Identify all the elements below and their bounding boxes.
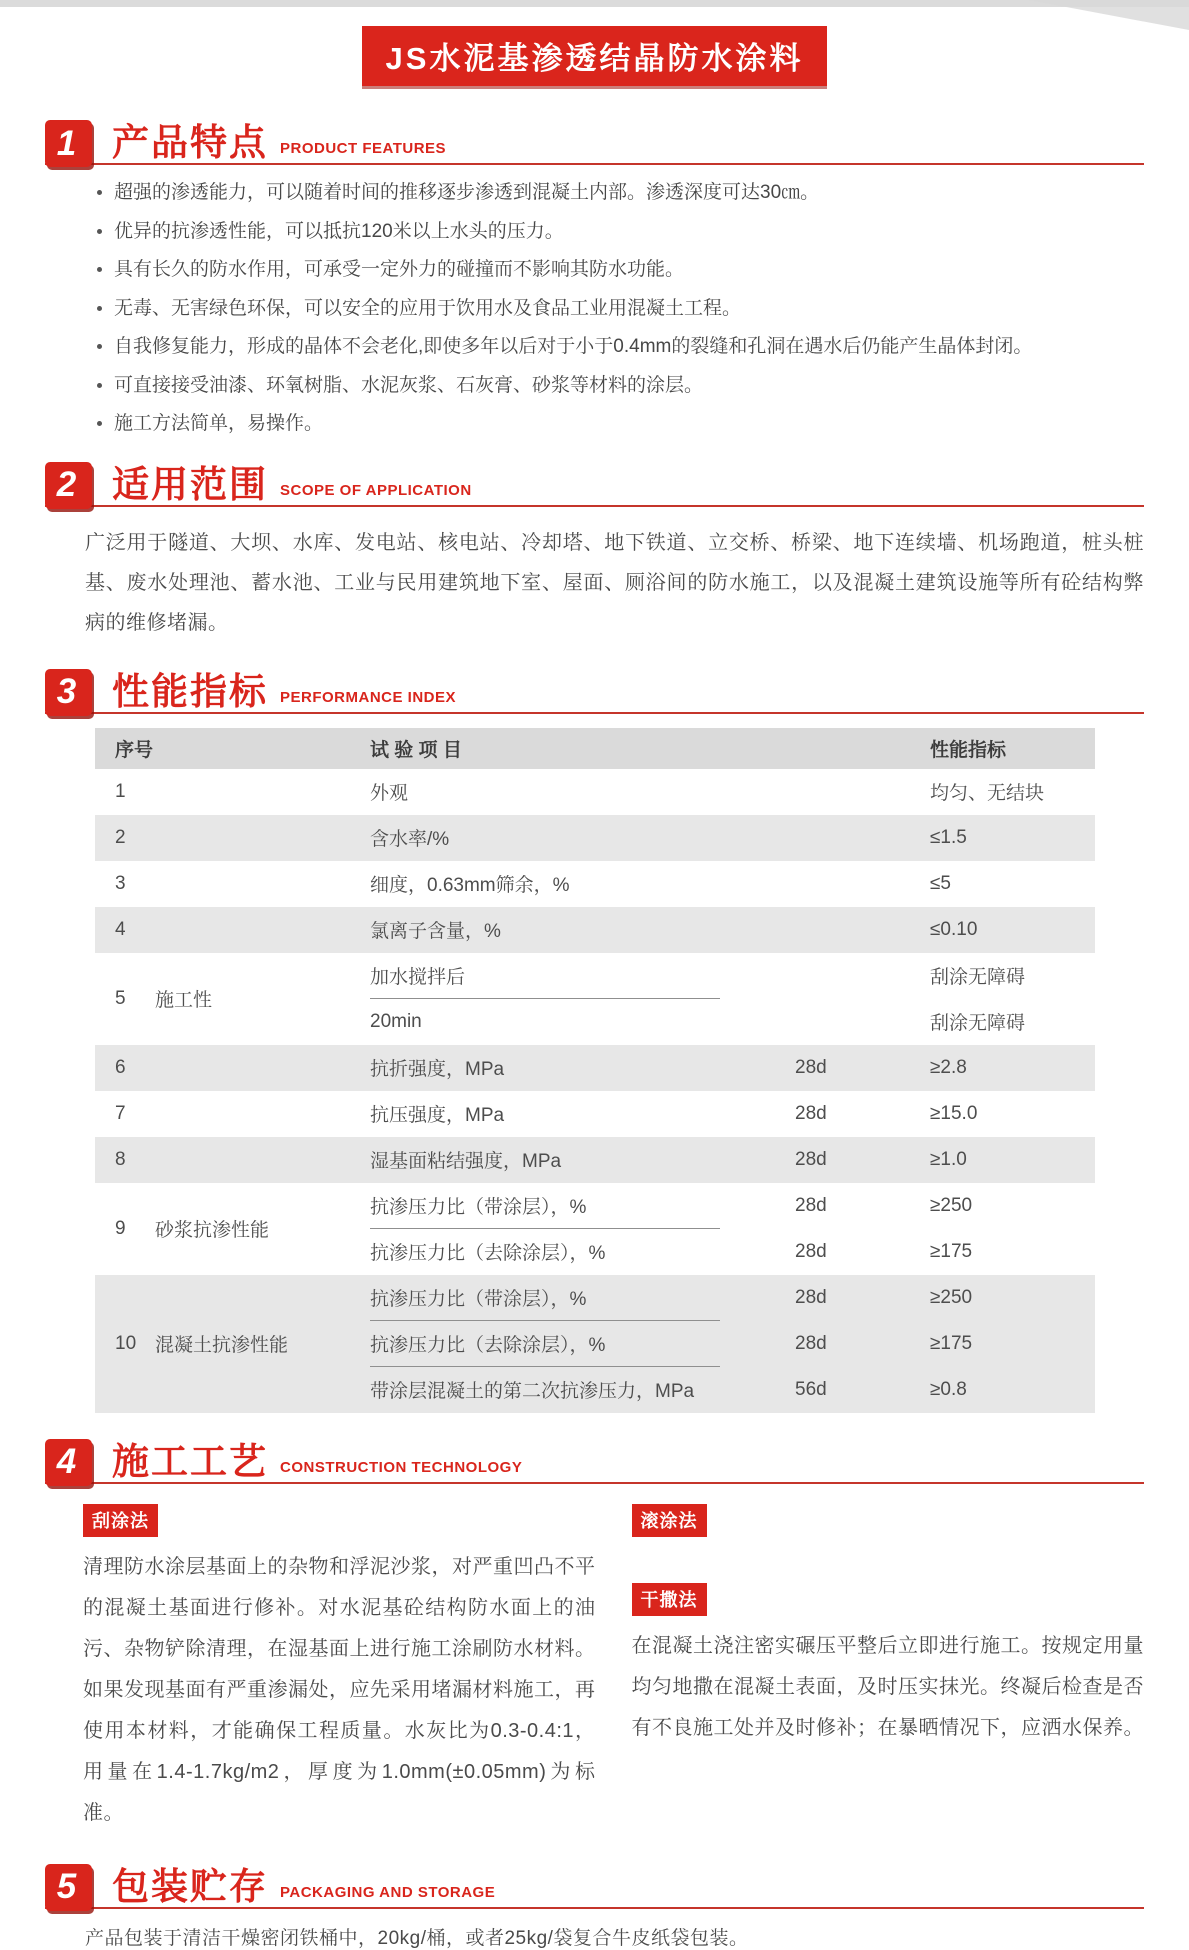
row-no: 10 (115, 1332, 137, 1354)
test-age (795, 769, 930, 815)
header-test-item: 试 验 项 目 (370, 739, 462, 761)
feature-text: 自我修复能力，形成的晶体不会老化,即使多年以后对于小于0.4mm的裂缝和孔洞在遇水后仍能产生晶体封闭。 (114, 336, 1033, 358)
bullet-icon (97, 383, 102, 388)
test-age (795, 953, 930, 999)
row-items (370, 1183, 1095, 1275)
section-number: 1 (45, 120, 92, 167)
row-item-line (370, 1229, 1095, 1275)
row-items (370, 861, 1095, 907)
bullet-icon (97, 190, 102, 195)
row-no: 2 (115, 826, 126, 848)
row-category (155, 1137, 370, 1183)
row-category (155, 769, 370, 815)
row-item-line (370, 1321, 1095, 1367)
row-no: 8 (115, 1148, 126, 1170)
row-item-line (370, 999, 1095, 1045)
index-value: ≥1.0 (930, 1148, 967, 1170)
bullet-icon (97, 306, 102, 311)
dry-sprinkle-method-badge: 干撒法 (632, 1583, 707, 1616)
feature-item (97, 333, 1144, 361)
feature-text: 优异的抗渗透性能，可以抵抗120米以上水头的压力。 (114, 220, 564, 242)
test-item-name: 抗折强度，MPa (370, 1059, 505, 1081)
scrape-method-column (83, 1504, 596, 1834)
row-category (155, 861, 370, 907)
header-no: 序号 (115, 739, 154, 761)
row-item-line (370, 1183, 1095, 1229)
feature-text: 可直接接受油漆、环氧树脂、水泥灰浆、石灰膏、砂浆等材料的涂层。 (114, 374, 704, 396)
section-subtitle-en: PRODUCT FEATURES (280, 140, 447, 157)
section-header-packaging (45, 1864, 1144, 1909)
test-age: 28d (795, 1148, 827, 1170)
index-value: ≤0.10 (930, 918, 978, 940)
test-item-name: 抗渗压力比（带涂层），% (370, 1275, 795, 1321)
test-item-name: 氯离子含量，% (370, 921, 501, 943)
row-item-line (370, 1137, 1095, 1183)
test-age (795, 907, 930, 953)
index-value: ≥175 (930, 1332, 973, 1354)
header-age (795, 728, 930, 769)
row-item-line (370, 1367, 1095, 1413)
feature-item (97, 372, 1144, 400)
row-no: 1 (115, 780, 126, 802)
test-age: 28d (795, 1286, 827, 1308)
row-no: 3 (115, 872, 126, 894)
table-row (95, 1091, 1095, 1137)
table-row (95, 815, 1095, 861)
test-item-name: 抗渗压力比（去除涂层），% (370, 1243, 606, 1265)
features-list (97, 179, 1144, 438)
test-age: 56d (795, 1378, 827, 1400)
table-row (95, 1275, 1095, 1413)
section-title: 包装贮存 (112, 1865, 268, 1907)
roll-method-badge: 滚涂法 (632, 1504, 707, 1537)
bullet-icon (97, 267, 102, 272)
feature-text: 超强的渗透能力，可以随着时间的推移逐步渗透到混凝土内部。渗透深度可达30㎝。 (114, 182, 820, 203)
row-items (370, 815, 1095, 861)
row-no: 9 (115, 1217, 126, 1239)
scope-paragraph: 广泛用于隧道、大坝、水库、发电站、核电站、冷却塔、地下铁道、立交桥、桥梁、地下连续墙、机场跑道，桩头桩基、废水处理池、蓄水池、工业与民用建筑地下室、屋面、厕浴间的防水施工，以及混凝土建筑设施等所有砼结构弊病的维修堵漏。 (85, 531, 1144, 634)
table-row (95, 861, 1095, 907)
section-header-performance (45, 669, 1144, 714)
table-row (95, 907, 1095, 953)
feature-item (97, 218, 1144, 246)
construction-columns (83, 1504, 1144, 1834)
table-header-row (95, 728, 1095, 769)
index-value: ≥250 (930, 1194, 973, 1216)
roll-dry-method-column (632, 1504, 1145, 1834)
row-item-line (370, 907, 1095, 953)
scrape-method-badge: 刮涂法 (83, 1504, 158, 1537)
row-no: 4 (115, 918, 126, 940)
row-category (155, 1091, 370, 1137)
section-header-scope (45, 462, 1144, 507)
performance-table (95, 728, 1095, 1413)
feature-text: 施工方法简单，易操作。 (114, 413, 324, 435)
index-value: ≥0.8 (930, 1378, 967, 1400)
dry-sprinkle-method-text: 在混凝土浇注密实碾压平整后立即进行施工。按规定用量均匀地撒在混凝土表面，及时压实抹光。终凝后检查是否有不良施工处并及时修补；在暴晒情况下，应洒水保养。 (631, 1634, 1144, 1739)
row-category (155, 815, 370, 861)
feature-item (97, 295, 1144, 323)
row-item-line (370, 1275, 1095, 1321)
test-item-name: 抗压强度，MPa (370, 1105, 505, 1127)
index-value: ≥15.0 (930, 1102, 978, 1124)
row-items (370, 1137, 1095, 1183)
row-items (370, 769, 1095, 815)
index-value: ≥250 (930, 1286, 973, 1308)
test-item-name: 20min (370, 1010, 422, 1032)
title-banner-wrap (45, 26, 1144, 86)
test-item-name: 抗渗压力比（去除涂层），% (370, 1321, 795, 1367)
row-no: 7 (115, 1102, 126, 1124)
test-age (795, 861, 930, 907)
row-item-line (370, 815, 1095, 861)
test-age: 28d (795, 1194, 827, 1216)
row-item-line (370, 769, 1095, 815)
row-category: 施工性 (155, 990, 213, 1012)
test-item-name: 抗渗压力比（带涂层），% (370, 1183, 795, 1229)
row-item-line (370, 861, 1095, 907)
packaging-text: 产品包装于清洁干燥密闭铁桶中，20kg/桶，或者25kg/袋复合牛皮纸袋包装。 (85, 1927, 749, 1949)
row-item-line (370, 1091, 1095, 1137)
row-no: 5 (115, 987, 126, 1009)
index-value: ≤5 (930, 872, 951, 894)
row-category: 砂浆抗渗性能 (155, 1220, 270, 1242)
row-category (155, 907, 370, 953)
section-title: 产品特点 (112, 122, 268, 163)
section-subtitle-en: CONSTRUCTION TECHNOLOGY (280, 1458, 523, 1476)
table-row (95, 1137, 1095, 1183)
table-row (95, 953, 1095, 1045)
row-item-line (370, 953, 1095, 999)
row-no: 6 (115, 1056, 126, 1078)
feature-item (97, 256, 1144, 284)
table-row (95, 1183, 1095, 1275)
row-item-line (370, 1045, 1095, 1091)
bullet-icon (97, 229, 102, 234)
index-value: ≥175 (930, 1240, 973, 1262)
page-title: JS水泥基渗透结晶防水涂料 (362, 26, 828, 86)
section-subtitle-en: SCOPE OF APPLICATION (280, 481, 472, 499)
feature-text: 具有长久的防水作用，可承受一定外力的碰撞而不影响其防水功能。 (114, 259, 685, 281)
test-age: 28d (795, 1332, 827, 1354)
test-item-name: 带涂层混凝土的第二次抗渗压力，MPa (370, 1381, 695, 1403)
row-items (370, 1091, 1095, 1137)
index-value: ≤1.5 (930, 826, 967, 848)
table-row (95, 769, 1095, 815)
section-subtitle-en: PERFORMANCE INDEX (280, 688, 457, 706)
section-title: 适用范围 (112, 463, 268, 505)
section-number: 5 (45, 1864, 92, 1911)
scrape-method-text: 清理防水涂层基面上的杂物和浮泥沙浆，对严重凹凸不平的混凝土基面进行修补。对水泥基砼结构防水面上的油污、杂物铲除清理，在湿基面上进行施工涂刷防水材料。如果发现基面有严重渗漏处，应先采用堵漏材料施工，再使用本材料，才能确保工程质量。水灰比为0.3-0.4:1，用量在1.4-1.7kg/m2，厚度为1.0mm(±0.05mm)为标准。 (83, 1555, 596, 1824)
section-header-construction (45, 1439, 1144, 1484)
feature-item (97, 410, 1144, 438)
header-index: 性能指标 (930, 739, 1007, 761)
test-item-name: 湿基面粘结强度，MPa (370, 1151, 562, 1173)
row-category (155, 1045, 370, 1091)
section-number: 2 (45, 462, 92, 509)
row-category: 混凝土抗渗性能 (155, 1335, 289, 1357)
test-item-name: 含水率/% (370, 829, 450, 851)
row-items (370, 1045, 1095, 1091)
section-number: 3 (45, 669, 92, 716)
header-line (370, 728, 1095, 769)
section-title: 施工工艺 (112, 1440, 268, 1482)
test-item-name: 外观 (370, 783, 409, 805)
test-age: 28d (795, 1102, 827, 1124)
table-row (95, 1045, 1095, 1091)
section-subtitle-en: PACKAGING AND STORAGE (280, 1883, 496, 1901)
section-header-features (45, 120, 1144, 165)
section-number: 4 (45, 1439, 92, 1486)
feature-text: 无毒、无害绿色环保，可以安全的应用于饮用水及食品工业用混凝土工程。 (114, 297, 742, 319)
index-value: 均匀、无结块 (930, 783, 1045, 805)
header-items (370, 728, 1095, 769)
index-value: 刮涂无障碍 (930, 1013, 1026, 1035)
test-age (795, 815, 930, 861)
test-item-name: 细度，0.63mm筛余，% (370, 875, 570, 897)
test-age: 28d (795, 1056, 827, 1078)
index-value: 刮涂无障碍 (930, 967, 1026, 989)
row-items (370, 907, 1095, 953)
section-title: 性能指标 (112, 670, 268, 712)
header-category (155, 728, 370, 769)
index-value: ≥2.8 (930, 1056, 967, 1078)
bullet-icon (97, 421, 102, 426)
feature-item (97, 179, 1144, 207)
test-item-name: 加水搅拌后 (370, 953, 795, 999)
test-age (795, 999, 930, 1045)
row-items (370, 1275, 1095, 1413)
test-age: 28d (795, 1240, 827, 1262)
row-items (370, 953, 1095, 1045)
bullet-icon (97, 344, 102, 349)
